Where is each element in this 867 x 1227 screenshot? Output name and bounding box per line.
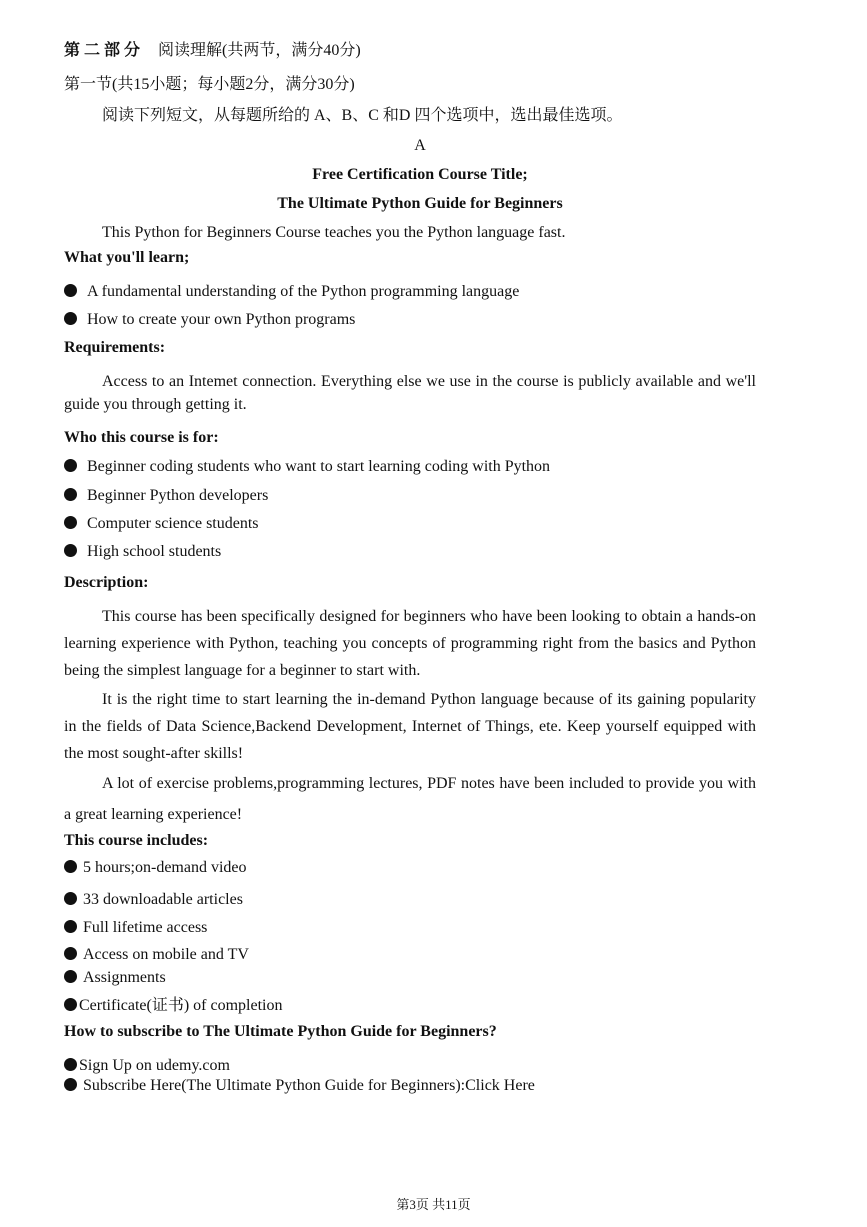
instruction: 阅读下列短文，从每题所给的 A、B、C 和D 四个选项中，选出最佳选项。 bbox=[102, 107, 623, 124]
list-item-text: Certificate(证书) of completion bbox=[79, 997, 283, 1014]
list-item bbox=[64, 281, 519, 303]
list-item bbox=[64, 967, 166, 989]
passage-letter: A bbox=[414, 137, 426, 154]
passage-title-line2: The Ultimate Python Guide for Beginners bbox=[277, 195, 563, 212]
bullet-icon bbox=[64, 860, 77, 873]
requirements-heading: Requirements: bbox=[64, 339, 166, 356]
list-item-text: Assignments bbox=[83, 969, 166, 986]
list-item-text: 33 downloadable articles bbox=[83, 891, 243, 908]
part-header bbox=[64, 40, 361, 62]
list-item-text: High school students bbox=[87, 543, 222, 560]
description-heading: Description: bbox=[64, 574, 149, 591]
list-item-text: Computer science students bbox=[87, 515, 259, 532]
bullet-icon bbox=[64, 488, 77, 501]
bullet-icon bbox=[64, 544, 77, 557]
audience-heading: Who this course is for: bbox=[64, 429, 219, 446]
list-item bbox=[64, 944, 249, 966]
bullet-icon bbox=[64, 1058, 77, 1071]
list-item bbox=[64, 857, 247, 879]
bullet-icon bbox=[64, 947, 77, 960]
list-item bbox=[64, 889, 243, 911]
part-description: 阅读理解(共两节，满分40分) bbox=[158, 42, 361, 59]
description-paragraph-3: A lot of exercise problems,programming lectures, PDF notes have been included to provide you with a great learning experience! bbox=[64, 775, 756, 823]
list-item-text: Beginner Python developers bbox=[87, 487, 269, 504]
list-item-text: Access on mobile and TV bbox=[83, 946, 249, 963]
list-item bbox=[64, 513, 259, 535]
bullet-icon bbox=[64, 970, 77, 983]
description-paragraph-2: It is the right time to start learning the in-demand Python language because of its gaining popularity in the fields of Data Science,Backend Development, Internet of Things, ete. Keep yourself equipped with the most sought-after skills! bbox=[64, 691, 756, 762]
bullet-icon bbox=[64, 1078, 77, 1091]
includes-heading: This course includes: bbox=[64, 832, 209, 849]
section-line: 第一节(共15小题；每小题2分，满分30分) bbox=[64, 76, 355, 93]
list-item bbox=[64, 1075, 535, 1097]
list-item bbox=[64, 309, 355, 331]
list-item-text: How to create your own Python programs bbox=[87, 311, 356, 328]
bullet-icon bbox=[64, 998, 77, 1011]
intro-text: This Python for Beginners Course teaches you the Python language fast. bbox=[102, 224, 566, 241]
list-item bbox=[64, 456, 550, 478]
description-paragraph-1: This course has been specifically designed for beginners who have been looking to obtain a hands-on learning experience with Python, teaching you concepts of programming right from the basics and Python being the simplest language for a beginner to start with. bbox=[64, 608, 756, 679]
list-item-text: Subscribe Here(The Ultimate Python Guide for Beginners):Click Here bbox=[83, 1077, 535, 1094]
bullet-icon bbox=[64, 516, 77, 529]
requirements-text: Access to an Intemet connection. Everything else we use in the course is publicly available and we'll guide you through getting it. bbox=[64, 373, 756, 413]
subscribe-heading: How to subscribe to The Ultimate Python Guide for Beginners? bbox=[64, 1023, 497, 1040]
page-footer: 第3页 共11页 bbox=[396, 1197, 471, 1212]
list-item-text: Full lifetime access bbox=[83, 919, 208, 936]
bullet-icon bbox=[64, 312, 77, 325]
list-item bbox=[64, 1055, 230, 1077]
bullet-icon bbox=[64, 459, 77, 472]
list-item bbox=[64, 541, 221, 563]
list-item-text: A fundamental understanding of the Python programming language bbox=[87, 283, 520, 300]
list-item-text: Beginner coding students who want to start learning coding with Python bbox=[87, 458, 551, 475]
list-item bbox=[64, 917, 207, 939]
part-title: 第 二 部 分 bbox=[64, 42, 141, 59]
list-item bbox=[64, 995, 283, 1017]
bullet-icon bbox=[64, 920, 77, 933]
list-item bbox=[64, 485, 268, 507]
learn-heading: What you'll learn; bbox=[64, 249, 190, 266]
bullet-icon bbox=[64, 892, 77, 905]
passage-title-line1: Free Certification Course Title; bbox=[312, 166, 528, 183]
list-item-text: 5 hours;on-demand video bbox=[83, 859, 247, 876]
list-item-text: Sign Up on udemy.com bbox=[79, 1057, 230, 1074]
bullet-icon bbox=[64, 284, 77, 297]
